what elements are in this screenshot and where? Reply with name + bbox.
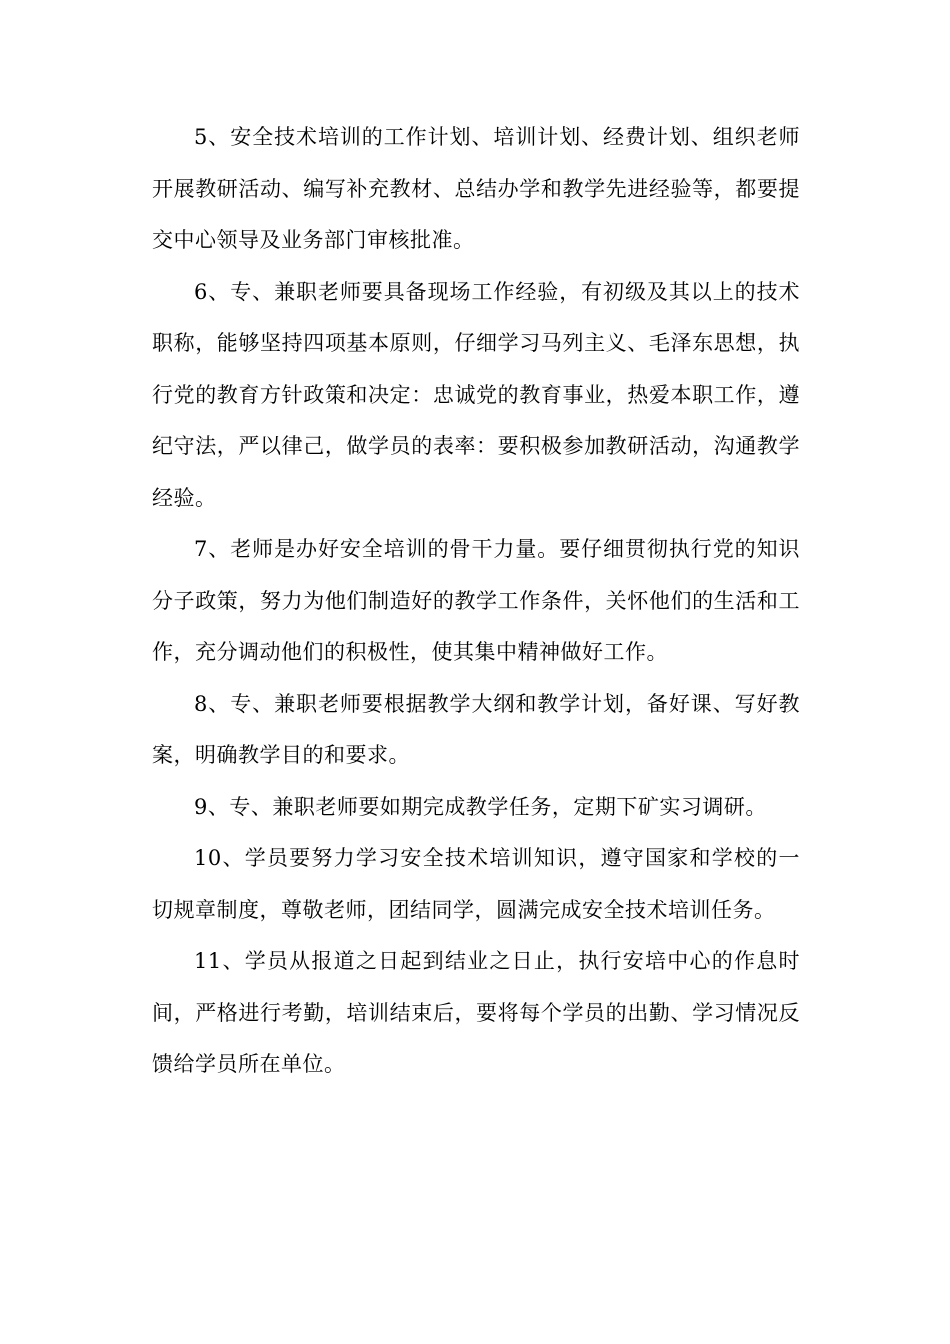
- paragraph-9: 9、专、兼职老师要如期完成教学任务，定期下矿实习调研。: [194, 794, 767, 819]
- document-body: [152, 112, 800, 1091]
- paragraph-7: 7、老师是办好安全培训的骨干力量。要仔细贯彻执行党的知识分子政策，努力为他们制造好的教学工作条件，关怀他们的生活和工作，充分调动他们的积极性，使其集中精神做好工作。: [152, 537, 800, 664]
- paragraph-10: 10、学员要努力学习安全技术培训知识，遵守国家和学校的一切规章制度，尊敬老师，团结同学，圆满完成安全技术培训任务。: [152, 846, 800, 922]
- paragraph-6: 6、专、兼职老师要具备现场工作经验，有初级及其以上的技术职称，能够坚持四项基本原则，仔细学习马列主义、毛泽东思想，执行党的教育方针政策和决定：忠诚党的教育事业，热爱本职工作，遵纪守法，严以律己，做学员的表率：要积极参加教研活动，沟通教学经验。: [152, 279, 800, 510]
- paragraph-11: 11、学员从报道之日起到结业之日止，执行安培中心的作息时间，严格进行考勤，培训结束后，要将每个学员的出勤、学习情况反馈给学员所在单位。: [152, 949, 800, 1076]
- paragraph-8: 8、专、兼职老师要根据教学大纲和教学计划，备好课、写好教案，明确教学目的和要求。: [152, 691, 800, 767]
- paragraph-5: 5、安全技术培训的工作计划、培训计划、经费计划、组织老师开展教研活动、编写补充教材、总结办学和教学先进经验等，都要提交中心领导及业务部门审核批准。: [152, 125, 800, 252]
